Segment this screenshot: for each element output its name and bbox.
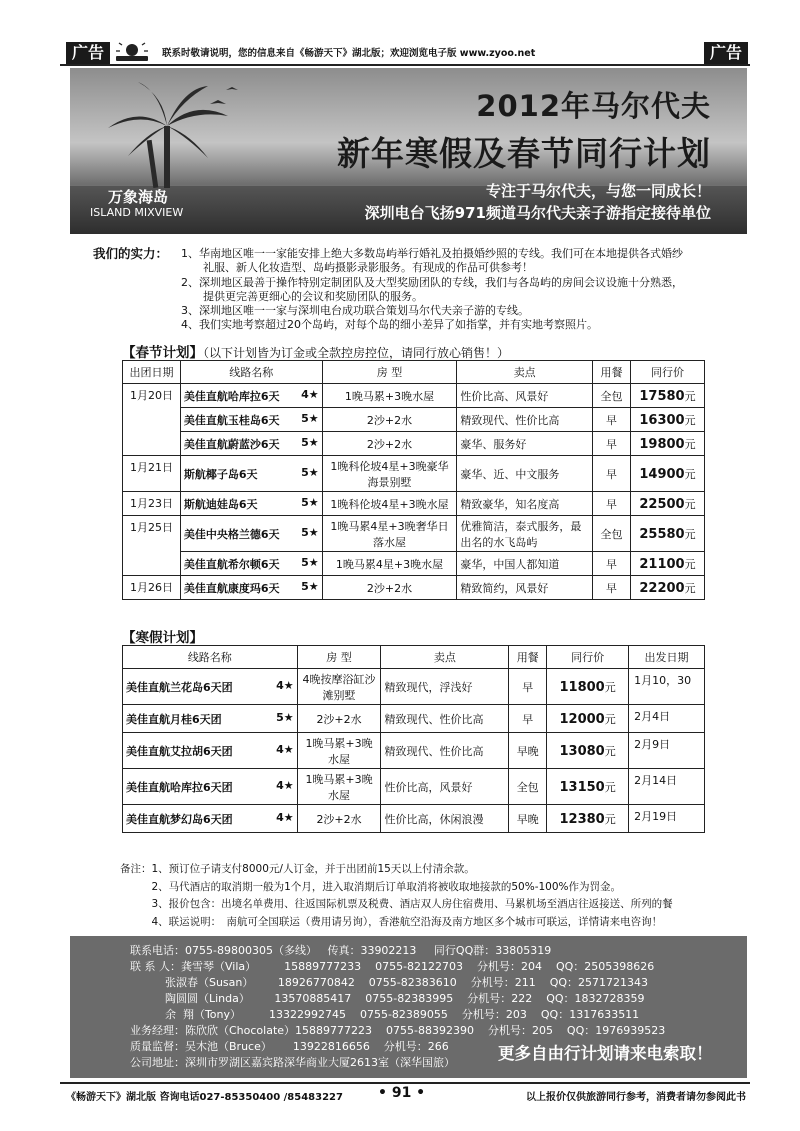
room-type: 2沙+2水 xyxy=(297,705,381,733)
brand-logo-cn: 万象海岛 xyxy=(108,188,169,206)
route-title: 斯航迪娃岛6天 xyxy=(183,497,258,511)
table-header-row xyxy=(123,361,705,384)
table-row xyxy=(123,552,705,576)
meal: 全包 xyxy=(593,516,631,552)
selling-points: 性价比高，休闲浪漫 xyxy=(381,805,509,833)
price-cell xyxy=(631,456,705,492)
route-title: 美佳直航艾拉胡6天团 xyxy=(126,744,233,758)
contact-line: 公司地址：深圳市罗湖区嘉宾路深华商业大厦2613室（深华国旅） xyxy=(130,1056,455,1069)
selling-points: 精致现代、性价比高 xyxy=(457,408,593,432)
route-stars: 5★ xyxy=(276,710,294,724)
contact-line: 余 翔（Tony） 13322992745 0755-82389055 分机号：203 QQ：1317633511 xyxy=(130,1008,640,1021)
price-cell xyxy=(547,805,629,833)
route-title: 美佳直航哈库拉6天 xyxy=(183,389,280,403)
footer-right: 以上报价仅供旅游同行参考，消费者请勿参阅此书 xyxy=(526,1092,746,1103)
contact-line: 联系电话：0755-89800305（多线） 传真：33902213 同行QQ群：33805319 xyxy=(130,944,552,957)
contact-line: 张淑春（Susan） 18926770842 0755-82383610 分机号：211 QQ：2571721343 xyxy=(130,976,649,989)
note-item: 备注：1、预订位子请支付8000元/人订金，并于出团前15天以上付清余款。 xyxy=(120,863,475,875)
room-type: 1晚马累4星+3晚水屋 xyxy=(322,552,457,576)
meal: 早 xyxy=(509,705,547,733)
price-value: 22200 xyxy=(639,580,685,596)
strength-item: 2、深圳地区最善于操作特别定制团队及大型奖励团队的专线，我们与各岛屿的房间会议设施十分熟悉， xyxy=(181,275,683,289)
depart-date: 1月10，30 xyxy=(629,669,705,705)
meal: 早 xyxy=(509,669,547,705)
route-stars: 5★ xyxy=(301,525,319,539)
route-stars: 4★ xyxy=(276,678,294,692)
depart-date: 2月9日 xyxy=(629,733,705,769)
route-stars: 5★ xyxy=(301,555,319,569)
contact-line: 联 系 人：龚雪琴（Vila） 15889777233 0755-82122703 分机号：204 QQ：2505398626 xyxy=(130,960,655,973)
table-row xyxy=(123,669,705,705)
room-type: 2沙+2水 xyxy=(322,576,457,600)
price-cell xyxy=(631,552,705,576)
price-unit: 元 xyxy=(684,527,696,541)
price-value: 22500 xyxy=(639,496,685,512)
room-type: 1晚科伦坡4星+3晚水屋 xyxy=(322,492,457,516)
price-unit: 元 xyxy=(684,497,696,511)
price-unit: 元 xyxy=(684,437,696,451)
ad-tag-left: 广告 xyxy=(66,42,110,64)
col-header: 出发日期 xyxy=(629,646,705,669)
route-title: 美佳直航蔚蓝沙6天 xyxy=(183,437,280,451)
selling-points: 精致现代，浮浅好 xyxy=(381,669,509,705)
table-row xyxy=(123,408,705,432)
route-title: 美佳直航兰花岛6天团 xyxy=(126,680,233,694)
contact-line: 陶圆圆（Linda） 13570885417 0755-82383995 分机号：222 QQ：1832728359 xyxy=(130,992,645,1005)
route-title: 美佳直航哈库拉6天团 xyxy=(126,780,233,794)
price-unit: 元 xyxy=(604,812,616,826)
notes-section xyxy=(120,861,760,931)
table-row xyxy=(123,492,705,516)
call-to-action: 更多自由行计划请来电索取！ xyxy=(498,1044,713,1063)
price-value: 12380 xyxy=(559,811,605,827)
brand-logo-en: ISLAND MIXVIEW xyxy=(90,206,184,219)
price-cell xyxy=(631,516,705,552)
spring-plan-title xyxy=(122,341,509,361)
route-name xyxy=(123,705,298,733)
price-cell xyxy=(631,492,705,516)
strength-item: 提供更完善更细心的会议和奖励团队的服务。 xyxy=(181,289,423,303)
price-value: 21100 xyxy=(639,556,685,572)
depart-date: 1月25日 xyxy=(123,516,181,576)
selling-points: 优雅简洁，泰式服务，最出名的水飞岛屿 xyxy=(457,516,593,552)
table-row xyxy=(123,384,705,408)
price-cell xyxy=(631,384,705,408)
ad-tag-right: 广告 xyxy=(704,42,748,64)
price-cell xyxy=(547,669,629,705)
winter-plan-table xyxy=(122,645,705,833)
meal: 全包 xyxy=(593,384,631,408)
table-row xyxy=(123,705,705,733)
strength-label: 我们的实力： xyxy=(93,246,169,261)
meal: 早 xyxy=(593,408,631,432)
price-cell xyxy=(631,408,705,432)
contact-line: 质量监督：吴木池（Bruce） 13922816656 分机号：266 xyxy=(130,1040,449,1053)
strength-list xyxy=(181,247,741,333)
selling-points: 精致现代、性价比高 xyxy=(381,705,509,733)
room-type: 1晚科伦坡4星+3晚豪华海景别墅 xyxy=(322,456,457,492)
price-value: 19800 xyxy=(639,436,685,452)
col-header: 卖点 xyxy=(381,646,509,669)
route-name xyxy=(180,516,322,552)
selling-points: 豪华、近、中文服务 xyxy=(457,456,593,492)
spring-title: 【春节计划】 xyxy=(122,345,203,361)
route-name xyxy=(180,456,322,492)
price-value: 13080 xyxy=(559,743,605,759)
price-value: 25580 xyxy=(639,526,685,542)
winter-plan-title: 【寒假计划】 xyxy=(122,630,203,646)
room-type: 2沙+2水 xyxy=(322,432,457,456)
price-unit: 元 xyxy=(684,581,696,595)
price-cell xyxy=(547,769,629,805)
route-stars: 5★ xyxy=(301,579,319,593)
strength-item: 4、我们实地考察超过20个岛屿，对每个岛的细小差异了如指掌，并有实地考察照片。 xyxy=(181,318,598,332)
price-unit: 元 xyxy=(684,389,696,403)
route-title: 斯航椰子岛6天 xyxy=(183,467,258,481)
col-header: 出团日期 xyxy=(123,361,181,384)
col-header: 用餐 xyxy=(593,361,631,384)
strength-item: 3、深圳地区唯一一家与深圳电台成功联合策划马尔代夫亲子游的专线。 xyxy=(181,304,529,318)
table-row xyxy=(123,805,705,833)
route-name xyxy=(123,769,298,805)
contact-block xyxy=(70,936,747,1078)
col-header: 卖点 xyxy=(457,361,593,384)
route-stars: 4★ xyxy=(276,778,294,792)
price-unit: 元 xyxy=(684,557,696,571)
price-unit: 元 xyxy=(604,680,616,694)
depart-date: 2月19日 xyxy=(629,805,705,833)
strength-item: 礼服、新人化妆造型、岛屿摄影录影服务。有现成的作品可供参考！ xyxy=(181,261,533,275)
route-title: 美佳直航月桂6天团 xyxy=(126,712,222,726)
route-title: 美佳直航玉桂岛6天 xyxy=(183,413,280,427)
price-value: 17580 xyxy=(639,388,685,404)
meal: 早 xyxy=(593,492,631,516)
col-header: 用餐 xyxy=(509,646,547,669)
route-title: 美佳直航梦幻岛6天团 xyxy=(126,812,233,826)
route-name xyxy=(123,669,298,705)
price-value: 13150 xyxy=(559,779,605,795)
route-title: 美佳直航康度玛6天 xyxy=(183,581,280,595)
depart-date: 2月14日 xyxy=(629,769,705,805)
route-stars: 4★ xyxy=(276,810,294,824)
price-unit: 元 xyxy=(604,780,616,794)
price-unit: 元 xyxy=(604,744,616,758)
table-row xyxy=(123,432,705,456)
price-value: 12000 xyxy=(559,711,605,727)
depart-date: 1月21日 xyxy=(123,456,181,492)
room-type: 4晚按摩浴缸沙滩别墅 xyxy=(297,669,381,705)
price-unit: 元 xyxy=(684,413,696,427)
footer-left: 《畅游天下》湖北版 咨询电话027-85350400 /85483227 xyxy=(66,1092,343,1103)
route-name xyxy=(180,408,322,432)
route-stars: 4★ xyxy=(276,742,294,756)
table-row xyxy=(123,456,705,492)
banner-title-line1: 2012年马尔代夫 xyxy=(476,89,711,123)
col-header: 房 型 xyxy=(322,361,457,384)
note-item: 4、联运说明： 南航可全国联运（费用请另询），香港航空沿海及南方地区多个城市可联运，详情请来电咨询！ xyxy=(120,915,663,928)
price-unit: 元 xyxy=(604,712,616,726)
note-item: 2、马代酒店的取消期一般为1个月，进入取消期后订单取消将被收取地接款的50%-100%作为罚金。 xyxy=(120,880,622,893)
table-row xyxy=(123,733,705,769)
route-name xyxy=(180,492,322,516)
selling-points: 精致现代、性价比高 xyxy=(381,733,509,769)
depart-date: 1月26日 xyxy=(123,576,181,600)
meal: 早 xyxy=(593,456,631,492)
meal: 早 xyxy=(593,552,631,576)
table-row xyxy=(123,516,705,552)
price-value: 11800 xyxy=(559,679,605,695)
route-name xyxy=(180,432,322,456)
route-title: 美佳中央格兰德6天 xyxy=(183,527,280,541)
price-unit: 元 xyxy=(684,467,696,481)
route-stars: 5★ xyxy=(301,465,319,479)
room-type: 1晚马累4星+3晚奢华日落水屋 xyxy=(322,516,457,552)
meal: 早 xyxy=(593,432,631,456)
selling-points: 精致简约，风景好 xyxy=(457,576,593,600)
col-header: 同行价 xyxy=(631,361,705,384)
banner-slogan-1: 专注于马尔代夫，与您一同成长！ xyxy=(485,182,711,200)
banner-title-line2: 新年寒假及春节同行计划 xyxy=(337,134,711,173)
palm-tree-icon xyxy=(98,76,248,188)
price-cell xyxy=(631,432,705,456)
spring-note: （以下计划皆为订金或全款控房控位，请同行放心销售！） xyxy=(203,346,510,360)
route-title: 美佳直航希尔顿6天 xyxy=(183,557,280,571)
room-type: 2沙+2水 xyxy=(322,408,457,432)
depart-date: 1月20日 xyxy=(123,384,181,456)
route-name xyxy=(123,733,298,769)
room-type: 1晚马累+3晚水屋 xyxy=(297,733,381,769)
contact-line: 业务经理：陈欣欣（Chocolate）15889777223 0755-88392390 分机号：205 QQ：1976939523 xyxy=(130,1024,666,1037)
selling-points: 性价比高、风景好 xyxy=(457,384,593,408)
col-header: 线路名称 xyxy=(123,646,298,669)
table-row xyxy=(123,769,705,805)
selling-points: 豪华、服务好 xyxy=(457,432,593,456)
route-name xyxy=(123,805,298,833)
col-header: 房 型 xyxy=(297,646,381,669)
selling-points: 豪华，中国人都知道 xyxy=(457,552,593,576)
route-stars: 5★ xyxy=(301,411,319,425)
price-cell xyxy=(547,705,629,733)
col-header: 同行价 xyxy=(547,646,629,669)
header-note: 联系时敬请说明，您的信息来自《畅游天下》湖北版；欢迎浏览电子版 www.zyoo.net xyxy=(162,48,536,59)
route-name xyxy=(180,552,322,576)
meal: 早晚 xyxy=(509,805,547,833)
strength-item: 1、华南地区唯一一家能安排上绝大多数岛屿举行婚礼及拍摄婚纱照的专线。我们可在本地提供各式婚纱 xyxy=(181,247,683,260)
selling-points: 精致豪华，知名度高 xyxy=(457,492,593,516)
col-header: 线路名称 xyxy=(180,361,322,384)
route-stars: 5★ xyxy=(301,495,319,509)
room-type: 2沙+2水 xyxy=(297,805,381,833)
page-footer xyxy=(60,1082,750,1106)
table-header-row xyxy=(123,646,705,669)
price-value: 14900 xyxy=(639,466,685,482)
header-bar xyxy=(60,40,750,66)
meal: 全包 xyxy=(509,769,547,805)
spring-plan-table xyxy=(122,360,705,600)
price-cell xyxy=(631,576,705,600)
route-stars: 4★ xyxy=(301,387,319,401)
meal: 早 xyxy=(593,576,631,600)
banner xyxy=(70,68,747,234)
page-number: • 91 • xyxy=(378,1085,426,1101)
price-cell xyxy=(547,733,629,769)
note-item: 3、报价包含：出境名单费用、往返国际机票及税费、酒店双人房住宿费用、马累机场至酒店往返接送、所列的餐 xyxy=(120,898,673,910)
price-value: 16300 xyxy=(639,412,685,428)
depart-date: 1月23日 xyxy=(123,492,181,516)
route-stars: 5★ xyxy=(301,435,319,449)
depart-date: 2月4日 xyxy=(629,705,705,733)
route-name xyxy=(180,384,322,408)
route-name xyxy=(180,576,322,600)
table-row xyxy=(123,576,705,600)
meal: 早晚 xyxy=(509,733,547,769)
room-type: 1晚马累+3晚水屋 xyxy=(322,384,457,408)
banner-slogan-2: 深圳电台飞扬971频道马尔代夫亲子游指定接待单位 xyxy=(364,204,711,222)
publisher-logo-icon xyxy=(112,42,152,62)
room-type: 1晚马累+3晚水屋 xyxy=(297,769,381,805)
selling-points: 性价比高，风景好 xyxy=(381,769,509,805)
